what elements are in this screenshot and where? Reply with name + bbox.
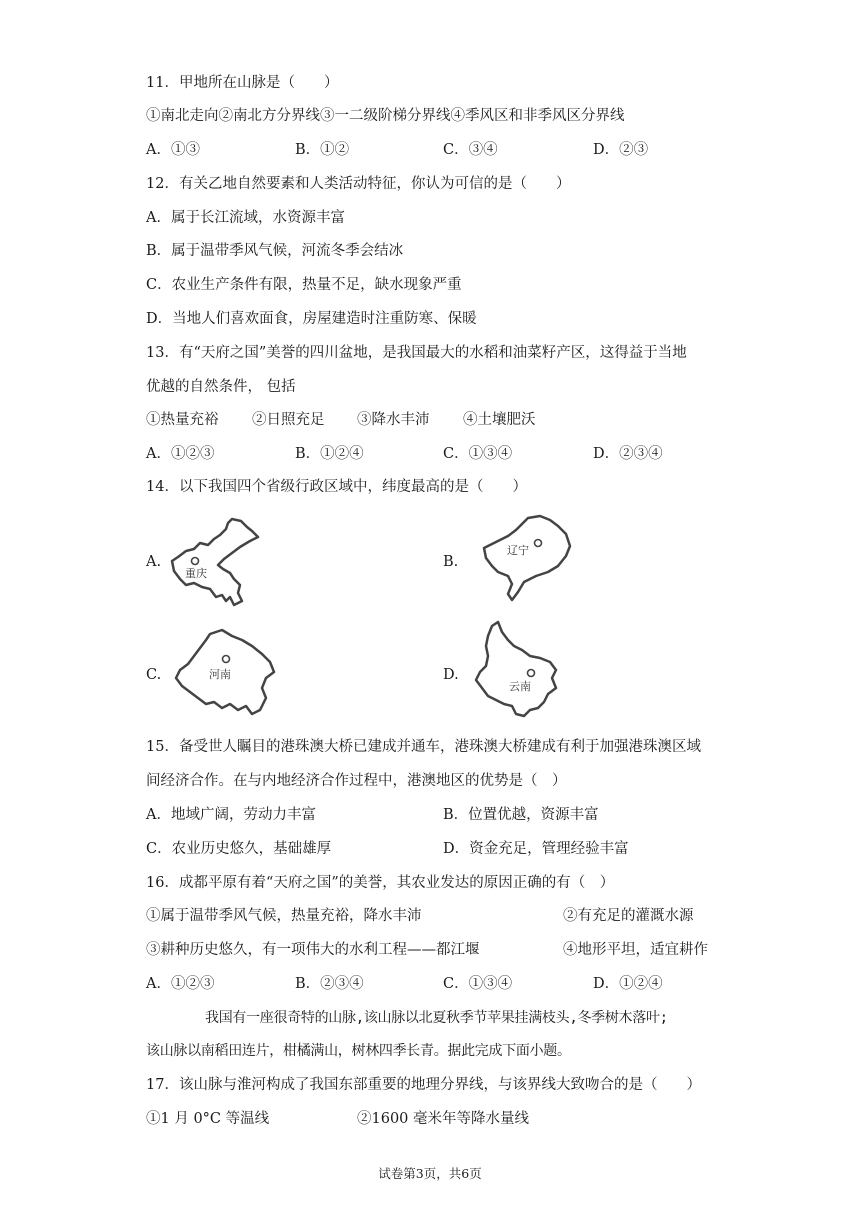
q13-item-2: ②日照充足 [252,412,325,428]
q13-stem-line2: 优越的自然条件， 包括 [146,379,296,395]
q16-item-3: ③耕种历史悠久，有一项伟大的水利工程——都江堰 [146,942,480,958]
q11-stem: 11．甲地所在山脉是（ ） [146,75,339,91]
q12-stem: 12．有关乙地自然要素和人类活动特征，你认为可信的是（ ） [146,176,571,192]
q11-option-d: D．②③ [593,142,649,158]
liaoning-label: 辽宁 [507,544,529,557]
chongqing-label: 重庆 [185,567,207,580]
q12-option-b: B．属于温带季风气候，河流冬季会结冰 [146,243,404,259]
q16-item-1: ①属于温带季风气候，热量充裕，降水丰沛 [146,908,422,924]
henan-label: 河南 [209,668,231,681]
yunnan-label: 云南 [509,680,531,693]
q13-option-b: B．①②④ [295,446,364,462]
q11-option-c: C．③④ [443,142,498,158]
q15-stem-line2: 间经济合作。在与内地经济合作过程中，港澳地区的优势是（ ） [146,773,567,789]
q15-option-b: B．位置优越，资源丰富 [443,807,599,823]
henan-map [170,626,282,721]
q16-stem: 16．成都平原有着“天府之国”的美誉，其农业发达的原因正确的有（ ） [146,875,615,891]
q13-item-3: ③降水丰沛 [357,412,430,428]
q12-option-c: C．农业生产条件有限，热量不足，缺水现象严重 [146,277,462,293]
passage-line2: 该山脉以南稻田连片，柑橘满山，树林四季长青。据此完成下面小题。 [146,1043,571,1059]
q16-option-d: D．①②④ [593,976,663,992]
q13-option-a: A．①②③ [146,446,215,462]
q13-option-c: C．①③④ [443,446,513,462]
q12-option-a: A．属于长江流域，水资源丰富 [146,210,345,226]
q15-option-d: D．资金充足，管理经验丰富 [443,841,629,857]
q11-option-b: B．①② [295,142,350,158]
q14-label-d: D. [443,667,459,683]
q16-item-2: ②有充足的灌溉水源 [563,908,694,924]
q12-option-d: D．当地人们喜欢面食，房屋建造时注重防寒、保暖 [146,311,477,327]
q17-stem: 17．该山脉与淮河构成了我国东部重要的地理分界线，与该界线大致吻合的是（ ） [146,1077,701,1093]
q16-option-c: C．①③④ [443,976,513,992]
q13-item-1: ①热量充裕 [146,412,219,428]
q11-statements: ①南北走向②南北方分界线③一二级阶梯分界线④季风区和非季风区分界线 [146,108,625,124]
q16-item-4: ④地形平坦，适宜耕作 [563,942,708,958]
yunnan-map [468,618,572,724]
q11-option-a: A．①③ [146,142,200,158]
q17-item-2: ②1600 毫米年等降水量线 [357,1111,530,1127]
q14-stem: 14．以下我国四个省级行政区域中，纬度最高的是（ ） [146,479,527,495]
q16-option-b: B．②③④ [295,976,364,992]
page-footer: 试卷第3页，共6页 [378,1166,482,1181]
q15-option-a: A．地域广阔，劳动力丰富 [146,807,316,823]
passage-line1: 我国有一座很奇特的山脉,该山脉以北夏秋季节苹果挂满枝头,冬季树木落叶; [205,1010,668,1026]
q13-item-4: ④土壤肥沃 [463,412,536,428]
q14-label-a: A. [146,554,162,570]
q16-option-a: A．①②③ [146,976,215,992]
q14-label-b: B. [443,554,459,570]
chongqing-map [168,515,280,610]
q15-stem-line1: 15．备受世人瞩目的港珠澳大桥已建成并通车，港珠澳大桥建成有利于加强港珠澳区域 [146,739,701,755]
q14-label-c: C. [146,667,162,683]
q17-item-1: ①1 月 0°C 等温线 [146,1111,270,1127]
q13-stem-line1: 13．有“天府之国”美誉的四川盆地，是我国最大的水稻和油菜籽产区，这得益于当地 [146,345,687,361]
q13-option-d: D．②③④ [593,446,663,462]
liaoning-map [478,512,578,607]
q15-option-c: C．农业历史悠久，基础雄厚 [146,841,332,857]
